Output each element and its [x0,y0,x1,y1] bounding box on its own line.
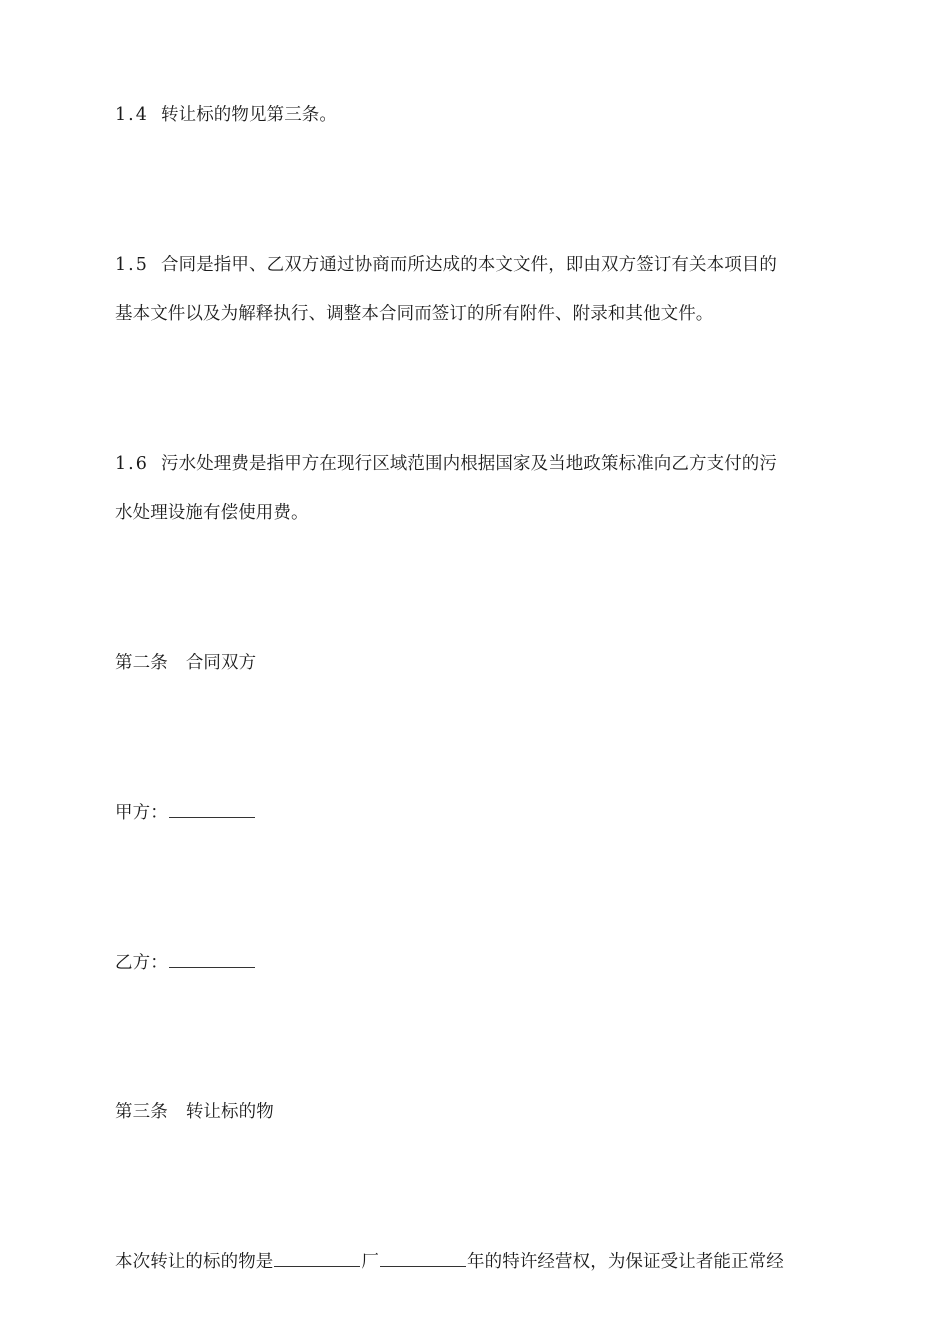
clause-1-6-line-1 [115,452,777,476]
article-2-heading [115,651,256,675]
clause-text: 转让标的物见第三条。 [161,105,337,125]
clause-text: 污水处理费是指甲方在现行区域范围内根据国家及当地政策标准向乙方支付的污 [161,454,777,474]
clause-number: 1.5 [115,255,149,275]
article-title: 合同双方 [185,653,257,673]
clause-text: 基本文件以及为解释执行、调整本合同而签订的所有附件、附录和其他文件。 [115,304,714,324]
article-title: 转让标的物 [185,1102,274,1122]
clause-1-4 [115,103,337,127]
clause-text: 水处理设施有偿使用费。 [115,503,309,523]
clause-text: 合同是指甲、乙双方通过协商而所达成的本文文件，即由双方签订有关本项目的 [161,255,777,275]
party-a-line [115,801,256,825]
party-b-line [115,951,256,975]
party-a-blank-field [169,801,255,818]
clause-number: 1.4 [115,105,149,125]
clause-1-5-line-2 [115,302,713,326]
clause-1-5-line-1 [115,253,777,277]
text-segment: 年的特许经营权，为保证受让者能正常经 [467,1252,784,1272]
party-b-label: 乙方： [115,953,168,973]
text-segment: 厂 [361,1252,380,1272]
transfer-subject-line [115,1250,784,1274]
years-blank-field [380,1250,466,1267]
clause-number: 1.6 [115,454,149,474]
party-a-label: 甲方： [115,803,168,823]
plant-name-blank-field [274,1250,360,1267]
clause-1-6-line-2 [115,501,309,525]
party-b-blank-field [169,951,255,968]
article-3-heading [115,1100,274,1124]
article-label: 第三条 [115,1102,168,1122]
text-segment: 本次转让的标的物是 [115,1252,274,1272]
article-label: 第二条 [115,653,168,673]
